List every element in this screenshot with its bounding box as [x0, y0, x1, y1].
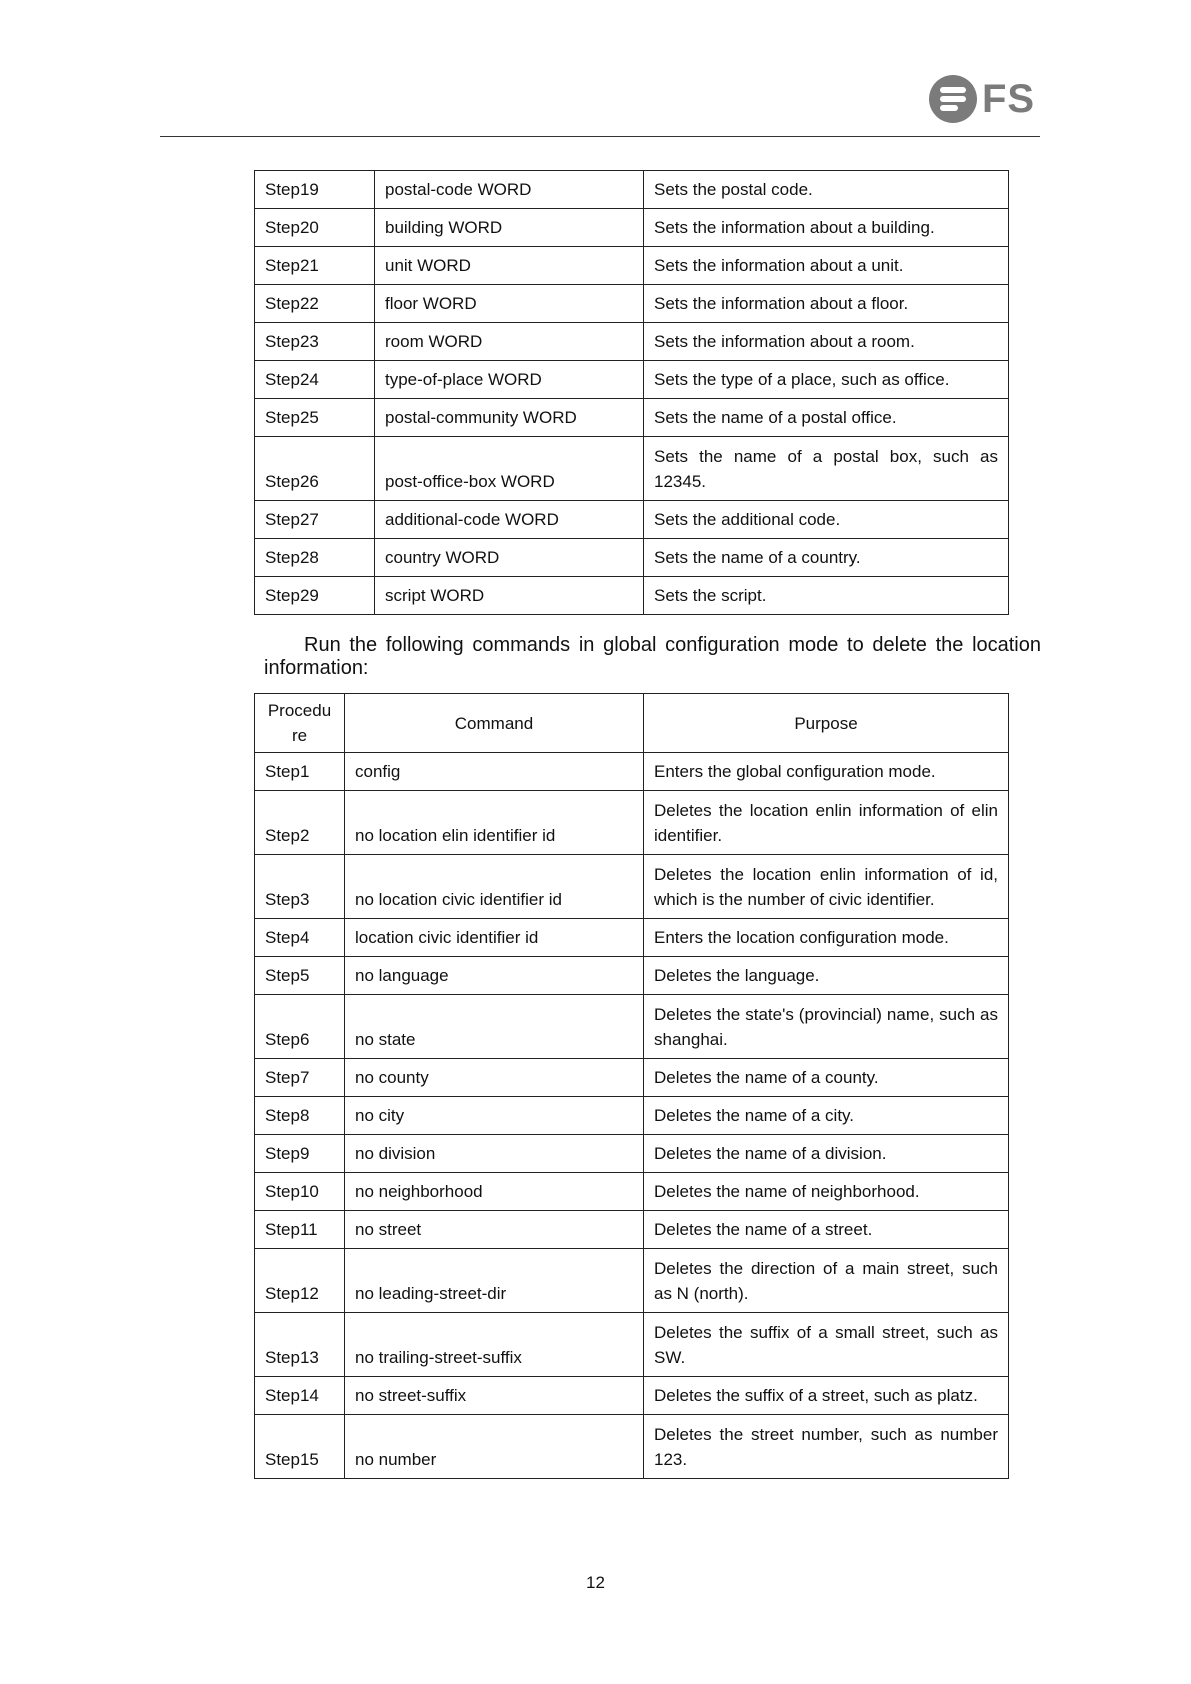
- command-cell: postal-code WORD: [375, 171, 644, 209]
- table-row: [255, 323, 1009, 361]
- purpose-cell: Sets the information about a building.: [644, 209, 1009, 247]
- command-cell: no state: [345, 995, 644, 1059]
- intro-paragraph: Run the following commands in global configuration mode to delete the location information:: [264, 634, 1041, 679]
- table-row: [255, 361, 1009, 399]
- step-cell: Step24: [255, 361, 375, 399]
- table-row: [255, 957, 1009, 995]
- command-cell: no city: [345, 1097, 644, 1135]
- command-cell: room WORD: [375, 323, 644, 361]
- table-row: [255, 247, 1009, 285]
- table-row: [255, 919, 1009, 957]
- command-cell: no county: [345, 1059, 644, 1097]
- purpose-cell: Deletes the name of a division.: [644, 1135, 1009, 1173]
- table-row: [255, 1211, 1009, 1249]
- purpose-cell: Sets the postal code.: [644, 171, 1009, 209]
- command-cell: postal-community WORD: [375, 399, 644, 437]
- table-row: [255, 285, 1009, 323]
- header-procedure: Procedu re: [255, 694, 345, 753]
- purpose-cell: Deletes the location enlin information of elin identifier.: [644, 791, 1009, 855]
- step-cell: Step1: [255, 753, 345, 791]
- table-row: [255, 855, 1009, 919]
- purpose-cell: Sets the information about a floor.: [644, 285, 1009, 323]
- table-row: [255, 399, 1009, 437]
- table-row: [255, 1377, 1009, 1415]
- purpose-cell: Sets the name of a postal office.: [644, 399, 1009, 437]
- command-cell: script WORD: [375, 577, 644, 615]
- page-number: 12: [586, 1573, 605, 1592]
- step-cell: Step6: [255, 995, 345, 1059]
- command-cell: no number: [345, 1415, 644, 1479]
- command-cell: post-office-box WORD: [375, 437, 644, 501]
- step-cell: Step7: [255, 1059, 345, 1097]
- table-row: [255, 791, 1009, 855]
- table-row: [255, 1097, 1009, 1135]
- command-cell: no street-suffix: [345, 1377, 644, 1415]
- purpose-cell: Deletes the street number, such as number 123.: [644, 1415, 1009, 1479]
- purpose-cell: Sets the script.: [644, 577, 1009, 615]
- step-cell: Step13: [255, 1313, 345, 1377]
- table-row: [255, 1173, 1009, 1211]
- step-cell: Step14: [255, 1377, 345, 1415]
- table-row: [255, 501, 1009, 539]
- command-cell: no location civic identifier id: [345, 855, 644, 919]
- purpose-cell: Deletes the suffix of a street, such as platz.: [644, 1377, 1009, 1415]
- step-cell: Step25: [255, 399, 375, 437]
- purpose-cell: Sets the additional code.: [644, 501, 1009, 539]
- step-cell: Step11: [255, 1211, 345, 1249]
- command-cell: additional-code WORD: [375, 501, 644, 539]
- step-cell: Step26: [255, 437, 375, 501]
- purpose-cell: Deletes the location enlin information of id, which is the number of civic identifier.: [644, 855, 1009, 919]
- table-row: [255, 171, 1009, 209]
- fs-logo-icon: [928, 74, 978, 124]
- location-commands-table: [254, 170, 1009, 615]
- command-cell: no neighborhood: [345, 1173, 644, 1211]
- purpose-cell: Deletes the name of a city.: [644, 1097, 1009, 1135]
- step-cell: Step3: [255, 855, 345, 919]
- step-cell: Step19: [255, 171, 375, 209]
- command-cell: location civic identifier id: [345, 919, 644, 957]
- step-cell: Step5: [255, 957, 345, 995]
- step-cell: Step8: [255, 1097, 345, 1135]
- purpose-cell: Sets the information about a unit.: [644, 247, 1009, 285]
- header-command: Command: [345, 694, 644, 753]
- command-cell: no location elin identifier id: [345, 791, 644, 855]
- logo-text: FS: [982, 77, 1036, 121]
- table-row: [255, 1313, 1009, 1377]
- command-cell: no street: [345, 1211, 644, 1249]
- table-row: [255, 209, 1009, 247]
- header-purpose: Purpose: [644, 694, 1009, 753]
- step-cell: Step21: [255, 247, 375, 285]
- table-row: [255, 1135, 1009, 1173]
- command-cell: no division: [345, 1135, 644, 1173]
- command-cell: type-of-place WORD: [375, 361, 644, 399]
- header-rule: [160, 136, 1040, 137]
- step-cell: Step10: [255, 1173, 345, 1211]
- purpose-cell: Deletes the state's (provincial) name, such as shanghai.: [644, 995, 1009, 1059]
- purpose-cell: Enters the global configuration mode.: [644, 753, 1009, 791]
- table-row: [255, 1415, 1009, 1479]
- command-cell: config: [345, 753, 644, 791]
- purpose-cell: Enters the location configuration mode.: [644, 919, 1009, 957]
- delete-location-table: [254, 693, 1009, 1479]
- step-cell: Step15: [255, 1415, 345, 1479]
- fs-logo: [928, 74, 1035, 124]
- step-cell: Step2: [255, 791, 345, 855]
- command-cell: floor WORD: [375, 285, 644, 323]
- command-cell: country WORD: [375, 539, 644, 577]
- table-row: [255, 1249, 1009, 1313]
- purpose-cell: Sets the name of a postal box, such as 12345.: [644, 437, 1009, 501]
- table-header-row: [255, 694, 1009, 753]
- step-cell: Step27: [255, 501, 375, 539]
- table-row: [255, 539, 1009, 577]
- step-cell: Step9: [255, 1135, 345, 1173]
- purpose-cell: Deletes the name of a street.: [644, 1211, 1009, 1249]
- table-row: [255, 995, 1009, 1059]
- purpose-cell: Deletes the suffix of a small street, such as SW.: [644, 1313, 1009, 1377]
- step-cell: Step4: [255, 919, 345, 957]
- table-row: [255, 1059, 1009, 1097]
- command-cell: no leading-street-dir: [345, 1249, 644, 1313]
- command-cell: unit WORD: [375, 247, 644, 285]
- step-cell: Step12: [255, 1249, 345, 1313]
- purpose-cell: Deletes the name of a county.: [644, 1059, 1009, 1097]
- table-row: [255, 437, 1009, 501]
- purpose-cell: Deletes the name of neighborhood.: [644, 1173, 1009, 1211]
- purpose-cell: Deletes the direction of a main street, such as N (north).: [644, 1249, 1009, 1313]
- command-cell: no trailing-street-suffix: [345, 1313, 644, 1377]
- step-cell: Step20: [255, 209, 375, 247]
- table-row: [255, 753, 1009, 791]
- purpose-cell: Sets the type of a place, such as office.: [644, 361, 1009, 399]
- purpose-cell: Sets the name of a country.: [644, 539, 1009, 577]
- step-cell: Step29: [255, 577, 375, 615]
- table-row: [255, 577, 1009, 615]
- command-cell: building WORD: [375, 209, 644, 247]
- command-cell: no language: [345, 957, 644, 995]
- step-cell: Step28: [255, 539, 375, 577]
- purpose-cell: Deletes the language.: [644, 957, 1009, 995]
- step-cell: Step23: [255, 323, 375, 361]
- purpose-cell: Sets the information about a room.: [644, 323, 1009, 361]
- step-cell: Step22: [255, 285, 375, 323]
